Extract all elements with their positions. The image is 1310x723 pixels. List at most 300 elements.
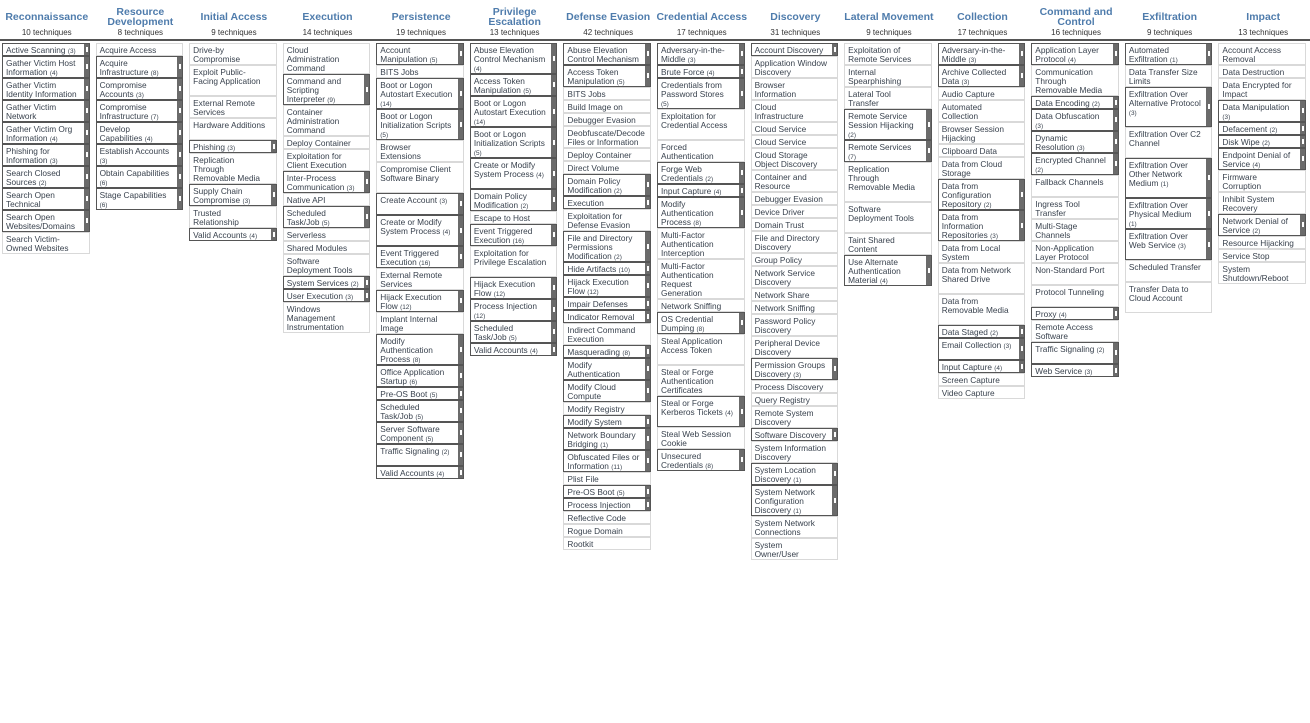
technique-cell[interactable] bbox=[751, 288, 839, 301]
technique-cell[interactable] bbox=[657, 365, 745, 396]
technique-cell[interactable] bbox=[751, 406, 839, 428]
technique-cell[interactable] bbox=[1125, 127, 1213, 158]
sub-technique-expand-handle[interactable] bbox=[739, 312, 745, 334]
sub-technique-expand-handle[interactable] bbox=[551, 189, 557, 211]
technique-cell[interactable] bbox=[96, 56, 184, 78]
technique-cell[interactable] bbox=[751, 253, 839, 266]
sub-technique-expand-handle[interactable] bbox=[739, 65, 745, 78]
technique-cell[interactable] bbox=[751, 218, 839, 231]
sub-technique-expand-handle[interactable] bbox=[739, 162, 745, 184]
sub-technique-expand-handle[interactable] bbox=[177, 100, 183, 122]
technique-cell[interactable] bbox=[96, 100, 184, 122]
technique-cell[interactable] bbox=[938, 210, 1026, 241]
sub-technique-expand-handle[interactable] bbox=[177, 122, 183, 144]
technique-cell[interactable] bbox=[563, 262, 651, 275]
technique-cell[interactable] bbox=[1125, 43, 1213, 65]
technique-cell[interactable] bbox=[1218, 135, 1306, 148]
sub-technique-expand-handle[interactable] bbox=[645, 450, 651, 472]
technique-cell[interactable] bbox=[1218, 249, 1306, 262]
technique-cell[interactable] bbox=[1218, 148, 1306, 170]
sub-technique-expand-handle[interactable] bbox=[645, 174, 651, 196]
sub-technique-expand-handle[interactable] bbox=[551, 277, 557, 299]
technique-cell[interactable] bbox=[563, 415, 651, 428]
technique-cell[interactable] bbox=[563, 524, 651, 537]
technique-cell[interactable] bbox=[283, 74, 371, 105]
technique-cell[interactable] bbox=[1218, 100, 1306, 122]
technique-cell[interactable] bbox=[2, 166, 90, 188]
technique-cell[interactable] bbox=[2, 188, 90, 210]
tactic-name[interactable]: Privilege Escalation bbox=[488, 6, 541, 28]
technique-cell[interactable] bbox=[751, 78, 839, 100]
technique-cell[interactable] bbox=[751, 135, 839, 148]
technique-cell[interactable] bbox=[96, 43, 184, 56]
technique-cell[interactable] bbox=[1218, 214, 1306, 236]
technique-cell[interactable] bbox=[1218, 170, 1306, 192]
technique-cell[interactable] bbox=[938, 386, 1026, 399]
sub-technique-expand-handle[interactable] bbox=[551, 299, 557, 321]
sub-technique-expand-handle[interactable] bbox=[739, 449, 745, 471]
technique-cell[interactable] bbox=[563, 161, 651, 174]
technique-cell[interactable] bbox=[376, 193, 464, 215]
technique-cell[interactable] bbox=[2, 122, 90, 144]
sub-technique-expand-handle[interactable] bbox=[1019, 338, 1025, 360]
technique-cell[interactable] bbox=[844, 109, 932, 140]
technique-cell[interactable] bbox=[189, 96, 277, 118]
technique-cell[interactable] bbox=[1031, 285, 1119, 307]
technique-cell[interactable] bbox=[657, 197, 745, 228]
technique-cell[interactable] bbox=[376, 290, 464, 312]
technique-cell[interactable] bbox=[283, 105, 371, 136]
sub-technique-expand-handle[interactable] bbox=[271, 140, 277, 153]
sub-technique-expand-handle[interactable] bbox=[84, 56, 90, 78]
technique-cell[interactable] bbox=[96, 78, 184, 100]
technique-cell[interactable] bbox=[938, 100, 1026, 122]
technique-cell[interactable] bbox=[1125, 282, 1213, 313]
sub-technique-expand-handle[interactable] bbox=[551, 127, 557, 158]
sub-technique-expand-handle[interactable] bbox=[1019, 179, 1025, 210]
technique-cell[interactable] bbox=[1218, 78, 1306, 100]
technique-cell[interactable] bbox=[470, 211, 558, 224]
sub-technique-expand-handle[interactable] bbox=[1019, 325, 1025, 338]
tactic-name[interactable]: Discovery bbox=[770, 11, 821, 23]
technique-cell[interactable] bbox=[376, 65, 464, 78]
sub-technique-expand-handle[interactable] bbox=[551, 224, 557, 246]
tactic-name[interactable]: Lateral Movement bbox=[844, 11, 934, 23]
sub-technique-expand-handle[interactable] bbox=[645, 231, 651, 262]
technique-cell[interactable] bbox=[470, 343, 558, 356]
technique-cell[interactable] bbox=[563, 310, 651, 323]
sub-technique-expand-handle[interactable] bbox=[551, 158, 557, 189]
technique-cell[interactable] bbox=[1218, 65, 1306, 78]
sub-technique-expand-handle[interactable] bbox=[645, 380, 651, 402]
sub-technique-expand-handle[interactable] bbox=[458, 400, 464, 422]
sub-technique-expand-handle[interactable] bbox=[364, 74, 370, 105]
technique-cell[interactable] bbox=[283, 254, 371, 276]
technique-cell[interactable] bbox=[563, 428, 651, 450]
technique-cell[interactable] bbox=[844, 202, 932, 233]
technique-cell[interactable] bbox=[1218, 43, 1306, 65]
technique-cell[interactable] bbox=[1031, 175, 1119, 197]
technique-cell[interactable] bbox=[751, 314, 839, 336]
sub-technique-expand-handle[interactable] bbox=[84, 43, 90, 56]
technique-cell[interactable] bbox=[376, 334, 464, 365]
technique-cell[interactable] bbox=[657, 228, 745, 259]
technique-cell[interactable] bbox=[2, 78, 90, 100]
tactic-name[interactable]: Resource Development bbox=[107, 6, 174, 28]
sub-technique-expand-handle[interactable] bbox=[1113, 342, 1119, 364]
technique-cell[interactable] bbox=[189, 43, 277, 65]
sub-technique-expand-handle[interactable] bbox=[739, 396, 745, 427]
technique-cell[interactable] bbox=[283, 289, 371, 302]
technique-cell[interactable] bbox=[563, 485, 651, 498]
sub-technique-expand-handle[interactable] bbox=[458, 193, 464, 215]
sub-technique-expand-handle[interactable] bbox=[551, 321, 557, 343]
sub-technique-expand-handle[interactable] bbox=[177, 56, 183, 78]
sub-technique-expand-handle[interactable] bbox=[1019, 360, 1025, 373]
sub-technique-expand-handle[interactable] bbox=[84, 210, 90, 232]
technique-cell[interactable] bbox=[376, 400, 464, 422]
technique-cell[interactable] bbox=[2, 232, 90, 254]
sub-technique-expand-handle[interactable] bbox=[645, 262, 651, 275]
technique-cell[interactable] bbox=[938, 179, 1026, 210]
sub-technique-expand-handle[interactable] bbox=[832, 43, 838, 56]
technique-cell[interactable] bbox=[563, 323, 651, 345]
technique-cell[interactable] bbox=[751, 170, 839, 192]
technique-cell[interactable] bbox=[563, 358, 651, 380]
sub-technique-expand-handle[interactable] bbox=[177, 144, 183, 166]
technique-cell[interactable] bbox=[751, 122, 839, 135]
tactic-name[interactable]: Persistence bbox=[391, 11, 451, 23]
technique-cell[interactable] bbox=[938, 122, 1026, 144]
sub-technique-expand-handle[interactable] bbox=[926, 255, 932, 286]
technique-cell[interactable] bbox=[189, 153, 277, 184]
technique-cell[interactable] bbox=[844, 65, 932, 87]
sub-technique-expand-handle[interactable] bbox=[84, 122, 90, 144]
technique-cell[interactable] bbox=[283, 276, 371, 289]
sub-technique-expand-handle[interactable] bbox=[364, 171, 370, 193]
sub-technique-expand-handle[interactable] bbox=[1206, 198, 1212, 229]
technique-cell[interactable] bbox=[563, 511, 651, 524]
technique-cell[interactable] bbox=[470, 321, 558, 343]
technique-cell[interactable] bbox=[470, 127, 558, 158]
technique-cell[interactable] bbox=[563, 174, 651, 196]
technique-cell[interactable] bbox=[1031, 153, 1119, 175]
technique-cell[interactable] bbox=[563, 297, 651, 310]
sub-technique-expand-handle[interactable] bbox=[364, 276, 370, 289]
sub-technique-expand-handle[interactable] bbox=[1113, 109, 1119, 131]
tactic-name[interactable]: Credential Access bbox=[656, 11, 748, 23]
technique-cell[interactable] bbox=[470, 96, 558, 127]
sub-technique-expand-handle[interactable] bbox=[84, 78, 90, 100]
sub-technique-expand-handle[interactable] bbox=[1113, 307, 1119, 320]
technique-cell[interactable] bbox=[844, 140, 932, 162]
sub-technique-expand-handle[interactable] bbox=[645, 428, 651, 450]
technique-cell[interactable] bbox=[938, 43, 1026, 65]
technique-cell[interactable] bbox=[563, 209, 651, 231]
technique-cell[interactable] bbox=[563, 537, 651, 550]
technique-cell[interactable] bbox=[751, 393, 839, 406]
sub-technique-expand-handle[interactable] bbox=[458, 365, 464, 387]
technique-cell[interactable] bbox=[1125, 260, 1213, 282]
technique-cell[interactable] bbox=[189, 118, 277, 140]
sub-technique-expand-handle[interactable] bbox=[739, 78, 745, 109]
technique-cell[interactable] bbox=[376, 215, 464, 246]
technique-cell[interactable] bbox=[657, 65, 745, 78]
technique-cell[interactable] bbox=[1031, 65, 1119, 96]
technique-cell[interactable] bbox=[844, 87, 932, 109]
technique-cell[interactable] bbox=[1031, 342, 1119, 364]
technique-cell[interactable] bbox=[470, 224, 558, 246]
technique-cell[interactable] bbox=[563, 345, 651, 358]
sub-technique-expand-handle[interactable] bbox=[1113, 131, 1119, 153]
sub-technique-expand-handle[interactable] bbox=[84, 188, 90, 210]
technique-cell[interactable] bbox=[657, 184, 745, 197]
sub-technique-expand-handle[interactable] bbox=[739, 197, 745, 228]
technique-cell[interactable] bbox=[376, 466, 464, 479]
technique-cell[interactable] bbox=[1218, 122, 1306, 135]
sub-technique-expand-handle[interactable] bbox=[1300, 148, 1306, 170]
technique-cell[interactable] bbox=[1218, 262, 1306, 284]
technique-cell[interactable] bbox=[283, 206, 371, 228]
technique-cell[interactable] bbox=[1031, 197, 1119, 219]
technique-cell[interactable] bbox=[657, 334, 745, 365]
technique-cell[interactable] bbox=[657, 259, 745, 299]
technique-cell[interactable] bbox=[2, 144, 90, 166]
sub-technique-expand-handle[interactable] bbox=[271, 184, 277, 206]
technique-cell[interactable] bbox=[563, 275, 651, 297]
sub-technique-expand-handle[interactable] bbox=[458, 43, 464, 65]
sub-technique-expand-handle[interactable] bbox=[645, 358, 651, 380]
technique-cell[interactable] bbox=[376, 268, 464, 290]
technique-cell[interactable] bbox=[751, 205, 839, 218]
technique-cell[interactable] bbox=[657, 396, 745, 427]
technique-cell[interactable] bbox=[376, 109, 464, 140]
sub-technique-expand-handle[interactable] bbox=[1206, 158, 1212, 198]
technique-cell[interactable] bbox=[938, 241, 1026, 263]
technique-cell[interactable] bbox=[751, 463, 839, 485]
technique-cell[interactable] bbox=[1218, 236, 1306, 249]
sub-technique-expand-handle[interactable] bbox=[645, 415, 651, 428]
technique-cell[interactable] bbox=[844, 233, 932, 255]
technique-cell[interactable] bbox=[938, 338, 1026, 360]
technique-cell[interactable] bbox=[283, 193, 371, 206]
sub-technique-expand-handle[interactable] bbox=[1300, 122, 1306, 135]
technique-cell[interactable] bbox=[283, 43, 371, 74]
sub-technique-expand-handle[interactable] bbox=[551, 74, 557, 96]
technique-cell[interactable] bbox=[189, 206, 277, 228]
technique-cell[interactable] bbox=[751, 100, 839, 122]
technique-cell[interactable] bbox=[470, 299, 558, 321]
technique-cell[interactable] bbox=[563, 87, 651, 100]
technique-cell[interactable] bbox=[189, 228, 277, 241]
sub-technique-expand-handle[interactable] bbox=[1300, 214, 1306, 236]
sub-technique-expand-handle[interactable] bbox=[1113, 153, 1119, 175]
sub-technique-expand-handle[interactable] bbox=[458, 78, 464, 109]
technique-cell[interactable] bbox=[283, 228, 371, 241]
sub-technique-expand-handle[interactable] bbox=[551, 96, 557, 127]
technique-cell[interactable] bbox=[938, 360, 1026, 373]
technique-cell[interactable] bbox=[657, 43, 745, 65]
technique-cell[interactable] bbox=[563, 126, 651, 148]
technique-cell[interactable] bbox=[283, 241, 371, 254]
sub-technique-expand-handle[interactable] bbox=[832, 485, 838, 516]
technique-cell[interactable] bbox=[96, 166, 184, 188]
sub-technique-expand-handle[interactable] bbox=[832, 428, 838, 441]
technique-cell[interactable] bbox=[938, 87, 1026, 100]
technique-cell[interactable] bbox=[563, 380, 651, 402]
technique-cell[interactable] bbox=[2, 210, 90, 232]
sub-technique-expand-handle[interactable] bbox=[645, 485, 651, 498]
sub-technique-expand-handle[interactable] bbox=[84, 166, 90, 188]
technique-cell[interactable] bbox=[1125, 198, 1213, 229]
tactic-name[interactable]: Collection bbox=[957, 11, 1008, 23]
tactic-name[interactable]: Execution bbox=[302, 11, 353, 23]
sub-technique-expand-handle[interactable] bbox=[1113, 364, 1119, 377]
technique-cell[interactable] bbox=[1125, 87, 1213, 127]
technique-cell[interactable] bbox=[376, 246, 464, 268]
sub-technique-expand-handle[interactable] bbox=[364, 206, 370, 228]
technique-cell[interactable] bbox=[470, 158, 558, 189]
sub-technique-expand-handle[interactable] bbox=[645, 498, 651, 511]
sub-technique-expand-handle[interactable] bbox=[832, 463, 838, 485]
technique-cell[interactable] bbox=[470, 246, 558, 277]
technique-cell[interactable] bbox=[376, 312, 464, 334]
technique-cell[interactable] bbox=[563, 148, 651, 161]
sub-technique-expand-handle[interactable] bbox=[177, 188, 183, 210]
technique-cell[interactable] bbox=[563, 498, 651, 511]
sub-technique-expand-handle[interactable] bbox=[1113, 43, 1119, 65]
technique-cell[interactable] bbox=[938, 325, 1026, 338]
sub-technique-expand-handle[interactable] bbox=[1206, 87, 1212, 127]
technique-cell[interactable] bbox=[938, 294, 1026, 325]
technique-cell[interactable] bbox=[470, 74, 558, 96]
technique-cell[interactable] bbox=[938, 65, 1026, 87]
sub-technique-expand-handle[interactable] bbox=[458, 246, 464, 268]
technique-cell[interactable] bbox=[470, 277, 558, 299]
technique-cell[interactable] bbox=[96, 122, 184, 144]
sub-technique-expand-handle[interactable] bbox=[739, 43, 745, 65]
technique-cell[interactable] bbox=[283, 136, 371, 149]
technique-cell[interactable] bbox=[751, 301, 839, 314]
technique-cell[interactable] bbox=[376, 78, 464, 109]
technique-cell[interactable] bbox=[376, 444, 464, 466]
technique-cell[interactable] bbox=[657, 312, 745, 334]
sub-technique-expand-handle[interactable] bbox=[177, 166, 183, 188]
technique-cell[interactable] bbox=[376, 422, 464, 444]
tactic-name[interactable]: Command and Control bbox=[1039, 6, 1113, 28]
technique-cell[interactable] bbox=[751, 380, 839, 393]
sub-technique-expand-handle[interactable] bbox=[926, 109, 932, 140]
technique-cell[interactable] bbox=[657, 109, 745, 140]
technique-cell[interactable] bbox=[563, 65, 651, 87]
technique-cell[interactable] bbox=[938, 144, 1026, 157]
sub-technique-expand-handle[interactable] bbox=[458, 290, 464, 312]
technique-cell[interactable] bbox=[751, 516, 839, 538]
sub-technique-expand-handle[interactable] bbox=[832, 358, 838, 380]
technique-cell[interactable] bbox=[470, 43, 558, 74]
sub-technique-expand-handle[interactable] bbox=[458, 334, 464, 365]
tactic-name[interactable]: Reconnaissance bbox=[5, 11, 89, 23]
technique-cell[interactable] bbox=[1031, 219, 1119, 241]
technique-cell[interactable] bbox=[657, 140, 745, 162]
technique-cell[interactable] bbox=[2, 43, 90, 56]
technique-cell[interactable] bbox=[657, 78, 745, 109]
technique-cell[interactable] bbox=[283, 149, 371, 171]
sub-technique-expand-handle[interactable] bbox=[458, 387, 464, 400]
technique-cell[interactable] bbox=[1031, 364, 1119, 377]
technique-cell[interactable] bbox=[938, 373, 1026, 386]
technique-cell[interactable] bbox=[470, 189, 558, 211]
sub-technique-expand-handle[interactable] bbox=[458, 215, 464, 246]
sub-technique-expand-handle[interactable] bbox=[1300, 100, 1306, 122]
technique-cell[interactable] bbox=[844, 43, 932, 65]
technique-cell[interactable] bbox=[189, 140, 277, 153]
technique-cell[interactable] bbox=[563, 472, 651, 485]
sub-technique-expand-handle[interactable] bbox=[645, 65, 651, 87]
technique-cell[interactable] bbox=[283, 171, 371, 193]
technique-cell[interactable] bbox=[563, 450, 651, 472]
technique-cell[interactable] bbox=[657, 449, 745, 471]
technique-cell[interactable] bbox=[376, 387, 464, 400]
technique-cell[interactable] bbox=[751, 538, 839, 560]
sub-technique-expand-handle[interactable] bbox=[739, 184, 745, 197]
technique-cell[interactable] bbox=[1031, 320, 1119, 342]
technique-cell[interactable] bbox=[2, 56, 90, 78]
sub-technique-expand-handle[interactable] bbox=[84, 144, 90, 166]
technique-cell[interactable] bbox=[657, 162, 745, 184]
sub-technique-expand-handle[interactable] bbox=[551, 43, 557, 74]
technique-cell[interactable] bbox=[189, 184, 277, 206]
technique-cell[interactable] bbox=[751, 485, 839, 516]
technique-cell[interactable] bbox=[751, 336, 839, 358]
sub-technique-expand-handle[interactable] bbox=[645, 345, 651, 358]
sub-technique-expand-handle[interactable] bbox=[645, 310, 651, 323]
sub-technique-expand-handle[interactable] bbox=[645, 297, 651, 310]
sub-technique-expand-handle[interactable] bbox=[1206, 43, 1212, 65]
sub-technique-expand-handle[interactable] bbox=[458, 444, 464, 466]
technique-cell[interactable] bbox=[1125, 158, 1213, 198]
technique-cell[interactable] bbox=[1125, 65, 1213, 87]
sub-technique-expand-handle[interactable] bbox=[926, 140, 932, 162]
technique-cell[interactable] bbox=[376, 365, 464, 387]
sub-technique-expand-handle[interactable] bbox=[271, 228, 277, 241]
sub-technique-expand-handle[interactable] bbox=[177, 78, 183, 100]
technique-cell[interactable] bbox=[1031, 109, 1119, 131]
tactic-name[interactable]: Exfiltration bbox=[1142, 11, 1198, 23]
technique-cell[interactable] bbox=[751, 231, 839, 253]
tactic-name[interactable]: Initial Access bbox=[200, 11, 268, 23]
technique-cell[interactable] bbox=[563, 231, 651, 262]
technique-cell[interactable] bbox=[1031, 241, 1119, 263]
technique-cell[interactable] bbox=[283, 302, 371, 333]
sub-technique-expand-handle[interactable] bbox=[1019, 65, 1025, 87]
technique-cell[interactable] bbox=[376, 140, 464, 162]
technique-cell[interactable] bbox=[751, 358, 839, 380]
sub-technique-expand-handle[interactable] bbox=[458, 422, 464, 444]
tactic-name[interactable]: Impact bbox=[1246, 11, 1281, 23]
technique-cell[interactable] bbox=[1125, 229, 1213, 260]
sub-technique-expand-handle[interactable] bbox=[364, 289, 370, 302]
technique-cell[interactable] bbox=[1031, 96, 1119, 109]
sub-technique-expand-handle[interactable] bbox=[645, 196, 651, 209]
technique-cell[interactable] bbox=[751, 148, 839, 170]
technique-cell[interactable] bbox=[751, 428, 839, 441]
technique-cell[interactable] bbox=[657, 299, 745, 312]
technique-cell[interactable] bbox=[1031, 131, 1119, 153]
technique-cell[interactable] bbox=[2, 100, 90, 122]
sub-technique-expand-handle[interactable] bbox=[1019, 43, 1025, 65]
technique-cell[interactable] bbox=[96, 188, 184, 210]
